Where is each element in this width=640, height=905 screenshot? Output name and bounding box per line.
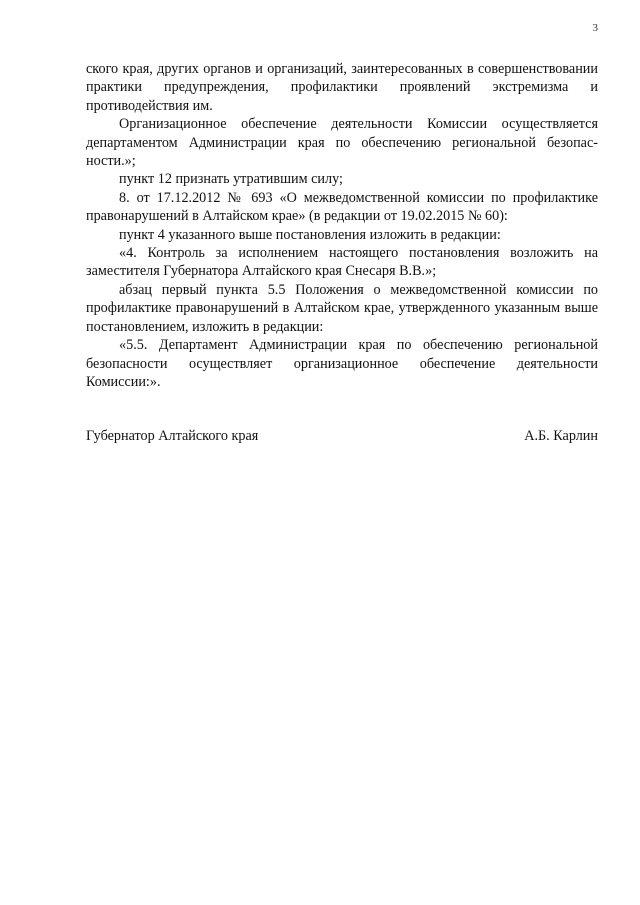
page-number: 3: [592, 22, 598, 34]
paragraph-continuation: ского края, других органов и организаций, заинтересованных в совершенствовании практики предупреждения, профилактики проявлений экстремизма и противодействия им.: [86, 61, 598, 114]
paragraph-item-4: пункт 4 указанного выше постановления изложить в редакции:: [119, 226, 501, 243]
paragraph-commission-support: Организационное обеспечение деятельности Комиссии осуществляется департаментом Администрации края по обеспечению региональной безопасности.»;: [86, 116, 598, 170]
signatory-name: А.Б. Карлин: [524, 428, 598, 444]
paragraph-item-5-5-intro: абзац первый пункта 5.5 Положения о межведомственной комиссии по профилактике правонарушений в Алтайском крае, утвержденного указанным выше постановлением, изложить в редакции:: [86, 281, 598, 335]
signatory-position: Губернатор Алтайского края: [86, 428, 259, 444]
paragraph-item-5-5-text: «5.5. Департамент Администрации края по обеспечению региональной безопасности осуществляет организационное обеспечение деятельности Комиссии:».: [86, 337, 598, 390]
paragraph-decree-8: 8. от 17.12.2012 № 693 «О межведомственной комиссии по профилактике правонарушений в Алтайском крае» (в редакции от 19.02.2015 № 60):: [86, 189, 598, 225]
signature-block: [86, 427, 598, 445]
paragraph-item-12: пункт 12 признать утратившим силу;: [119, 171, 343, 188]
document-body: [86, 60, 598, 391]
paragraph-control-clause: «4. Контроль за исполнением настоящего постановления возложить на заместителя Губернатора Алтайского края Снесаря В.В.»;: [86, 245, 598, 280]
